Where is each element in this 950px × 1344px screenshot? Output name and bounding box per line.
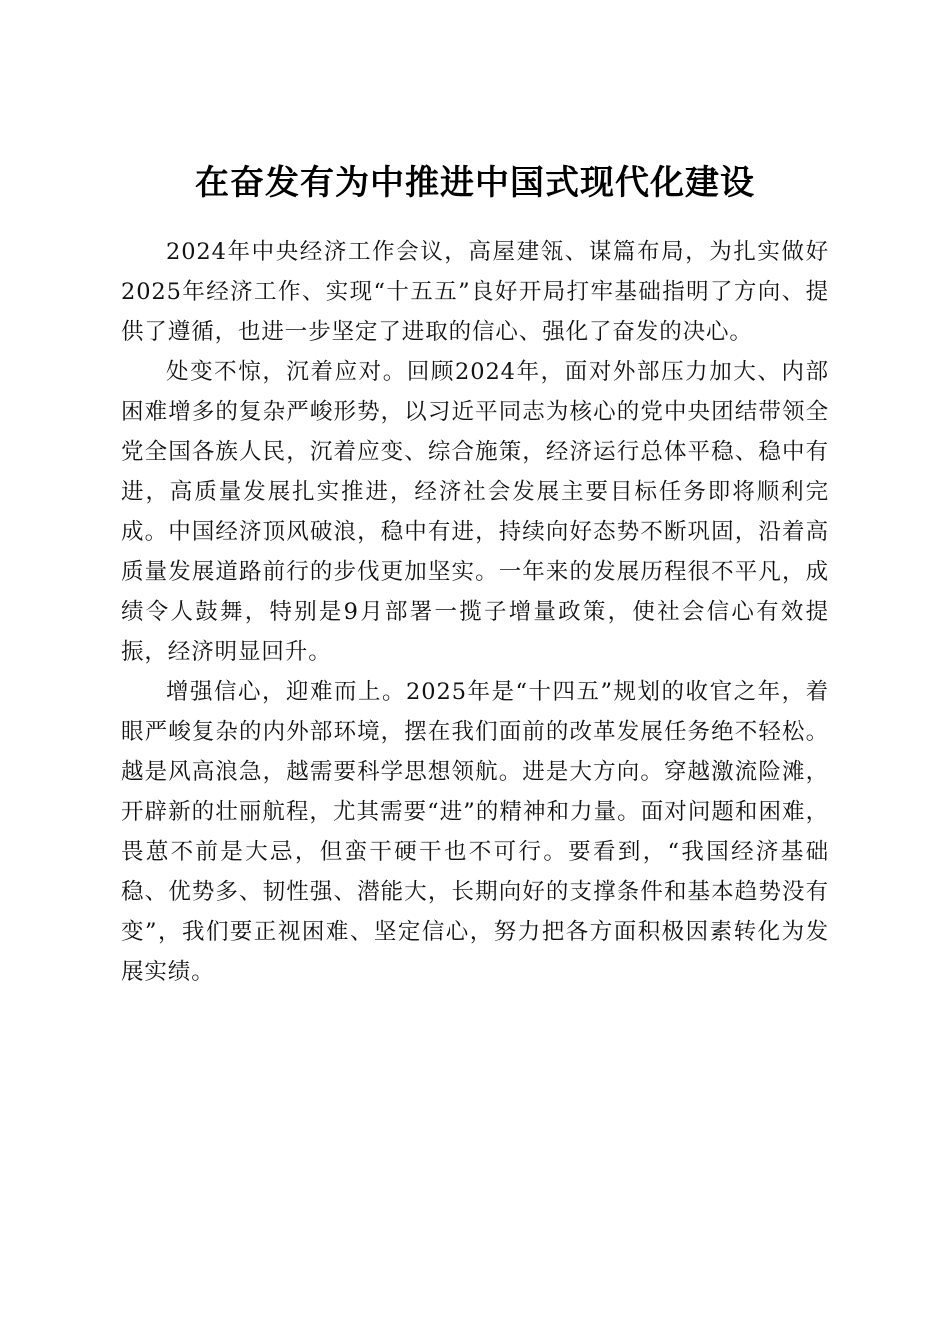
paragraph-2: 处变不惊，沉着应对。回顾2024年，面对外部压力加大、内部困难增多的复杂严峻形势，以习近平同志为核心的党中央团结带领全党全国各族人民，沉着应变、综合施策，经济运行总体平稳、稳中有进，高质量发展扎实推进，经济社会发展主要目标任务即将顺利完成。中国经济顶风破浪，稳中有进，持续向好态势不断巩固，沿着高质量发展道路前行的步伐更加坚实。一年来的发展历程很不平凡，成绩令人鼓舞，特别是9月部署一揽子增量政策，使社会信心有效提振，经济明显回升。: [121, 359, 829, 665]
paragraph-1: 2024年中央经济工作会议，高屋建瓴、谋篇布局，为扎实做好2025年经济工作、实现“十五五”良好开局打牢基础指明了方向、提供了遵循，也进一步坚定了进取的信心、强化了奋发的决心。: [121, 239, 829, 345]
document-body: [121, 232, 829, 992]
document-title: 在奋发有为中推进中国式现代化建设: [195, 162, 755, 203]
paragraph-3: 增强信心，迎难而上。2025年是“十四五”规划的收官之年，着眼严峻复杂的内外部环境，摆在我们面前的改革发展任务绝不轻松。越是风高浪急，越需要科学思想领航。进是大方向。穿越激流险滩，开辟新的壮丽航程，尤其需要“进”的精神和力量。面对问题和困难，畏葸不前是大忌，但蛮干硬干也不可行。要看到，“我国经济基础稳、优势多、韧性强、潜能大，长期向好的支撑条件和基本趋势没有变”，我们要正视困难、坚定信心，努力把各方面积极因素转化为发展实绩。: [121, 679, 829, 985]
